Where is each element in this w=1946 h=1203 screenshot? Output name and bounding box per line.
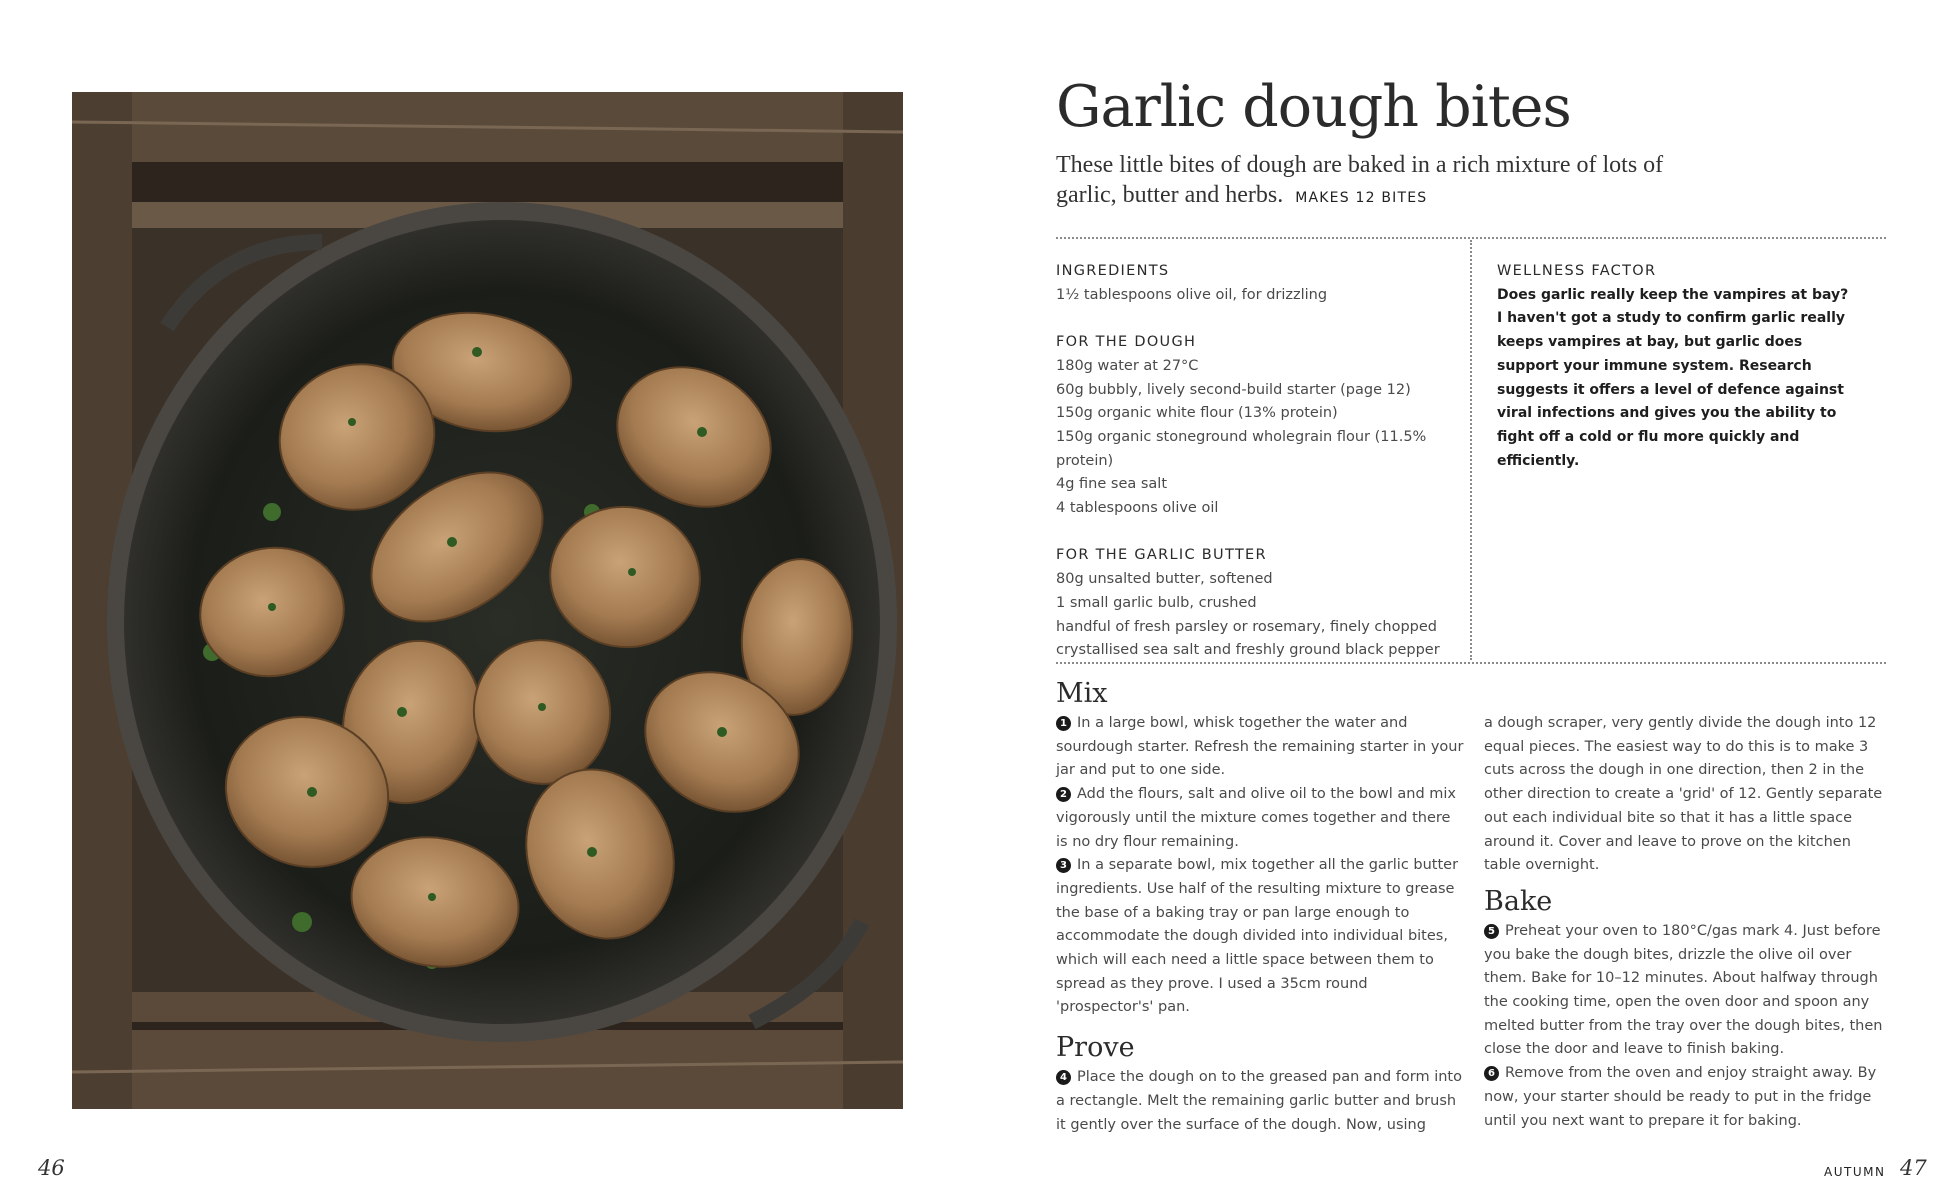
intro-text: These little bites of dough are baked in a rich mixture of lots of garlic, butter and herbs. [1056, 152, 1664, 208]
dough-heading: FOR THE DOUGH [1056, 334, 1197, 351]
method-column-left [1056, 676, 1466, 1137]
mix-heading: Mix [1056, 678, 1108, 709]
step-5: 5 Preheat your oven to 180°C/gas mark 4. Just before you bake the dough bites, drizzle the olive oil over them. Bake for 10–12 minutes. About halfway through the cooking time, open the oven door and spoon any melted butter from the tray over the dough bites, then close the door and leave to finish baking. [1484, 922, 1883, 1058]
ingredient-item: 180g water at 27°C [1056, 357, 1199, 374]
step-2: 2 Add the flours, salt and olive oil to the bowl and mix vigorously until the mixture comes together and there is no dry flour remaining. [1056, 786, 1457, 850]
ingredient-item: 4g fine sea salt [1056, 476, 1168, 493]
step-6: 6 Remove from the oven and enjoy straight away. By now, your starter should be ready to put in the fridge until you next want to prepare it for baking. [1484, 1065, 1877, 1129]
wellness-box [1497, 260, 1857, 473]
step-number-badge: 5 [1484, 924, 1499, 939]
ingredient-item: 80g unsalted butter, softened [1056, 571, 1273, 588]
step-4: 4 Place the dough on to the greased pan and form into a rectangle. Melt the remaining garlic butter and brush it gently over the surface of the dough. Now, using [1056, 1069, 1462, 1133]
ingredients-heading: INGREDIENTS [1056, 263, 1170, 279]
ingredient-item: handful of fresh parsley or rosemary, finely chopped [1056, 618, 1437, 635]
wellness-text: Does garlic really keep the vampires at bay? I haven't got a study to confirm garlic really keeps vampires at bay, but garlic does support your immune system. Research suggests it offers a level of defence against viral infections and gives you the ability to fight off a cold or flu more quickly and efficiently. [1497, 286, 1849, 469]
bake-heading: Bake [1484, 885, 1553, 917]
ingredient-item: 4 tablespoons olive oil [1056, 500, 1219, 517]
ingredient-item: crystallised sea salt and freshly ground black pepper [1056, 642, 1440, 659]
page-number-right: 47 [1900, 1156, 1927, 1180]
garlic-butter-heading: FOR THE GARLIC BUTTER [1056, 547, 1267, 564]
section-label: AUTUMN [1824, 1165, 1886, 1179]
step-4-continued: a dough scraper, very gently divide the dough into 12 equal pieces. The easiest way to do this is to make 3 cuts across the dough in one direction, then 2 in the other direction to create a 'grid' of 12. Gently separate out each individual bite so that it has a little space around it. Cover and leave to prove on the kitchen table overnight. [1484, 715, 1883, 874]
recipe-photo [72, 92, 903, 1109]
step-3: 3 In a separate bowl, mix together all the garlic butter ingredients. Use half of the resulting mixture to grease the base of a baking tray or pan large enough to accommodate the dough divided into individual bites, which will each need a little space between them to spread as they prove. I used a 35cm round 'prospector's' pan. [1056, 857, 1459, 1016]
step-number-badge: 4 [1056, 1070, 1071, 1085]
method-column-right [1484, 712, 1889, 1133]
step-number-badge: 1 [1056, 716, 1071, 731]
divider-vertical [1470, 240, 1472, 660]
ingredient-item: 60g bubbly, lively second-build starter (page 12) [1056, 381, 1411, 398]
wellness-heading: WELLNESS FACTOR [1497, 263, 1657, 279]
step-number-badge: 2 [1056, 787, 1071, 802]
step-number-badge: 6 [1484, 1066, 1499, 1081]
ingredient-item: 1½ tablespoons olive oil, for drizzling [1056, 286, 1328, 303]
step-number-badge: 3 [1056, 858, 1071, 873]
recipe-title: Garlic dough bites [1056, 74, 1571, 140]
page-number-left: 46 [38, 1156, 65, 1180]
yield-label: MAKES 12 BITES [1295, 190, 1428, 206]
prove-heading: Prove [1056, 1032, 1135, 1064]
ingredient-item: 150g organic white flour (13% protein) [1056, 405, 1338, 422]
step-1: 1 In a large bowl, whisk together the water and sourdough starter. Refresh the remaining starter in your jar and put to one side. [1056, 715, 1464, 779]
recipe-intro [1056, 150, 1676, 213]
ingredient-item: 1 small garlic bulb, crushed [1056, 594, 1257, 611]
divider-top [1056, 237, 1886, 239]
ingredients-list [1056, 260, 1466, 663]
ingredient-item: 150g organic stoneground wholegrain flour (11.5% protein) [1056, 428, 1427, 469]
